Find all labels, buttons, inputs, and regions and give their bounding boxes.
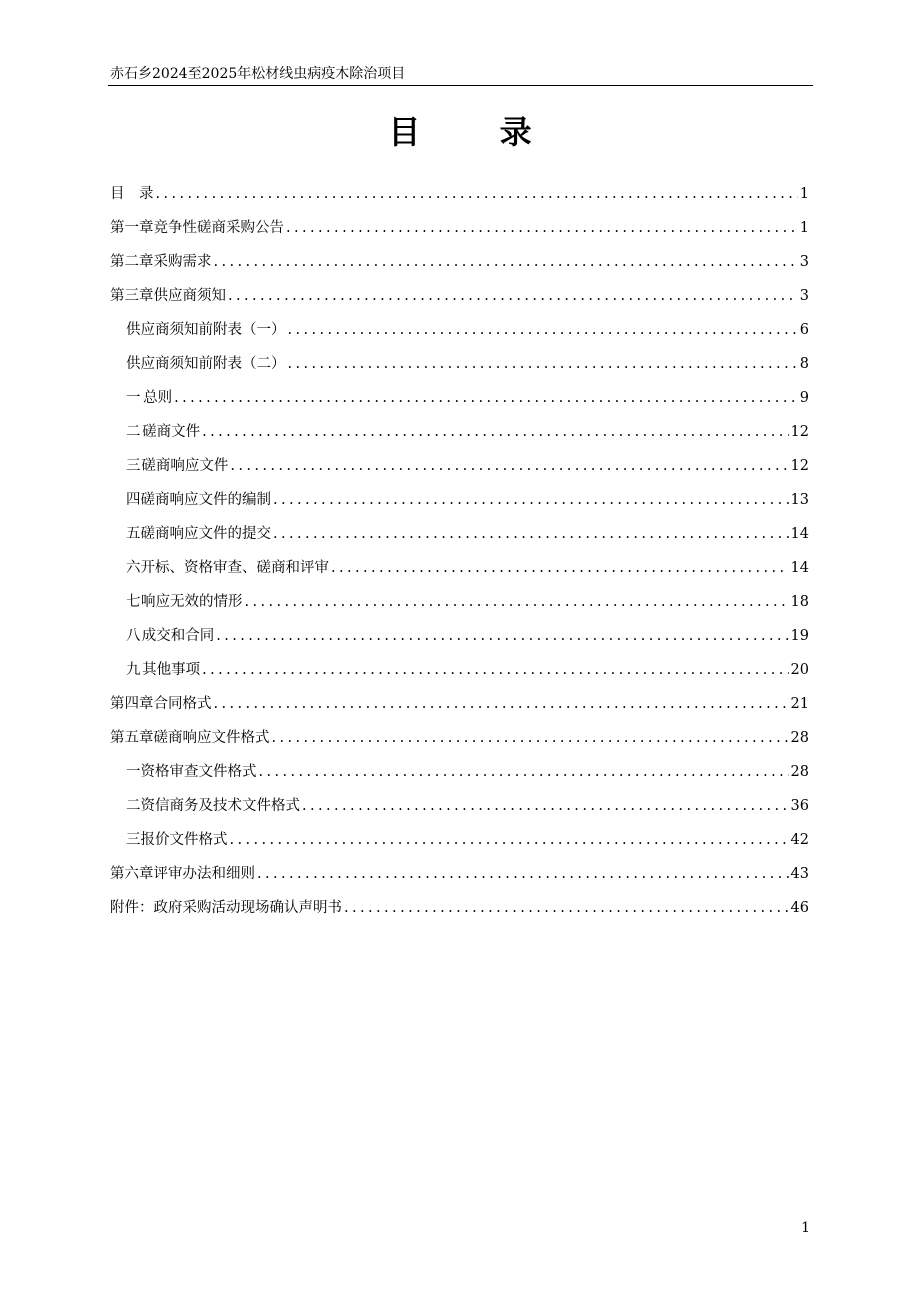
toc-entry[interactable]: [126, 659, 809, 681]
toc-entry-label: 开标、资格审查、磋商和评审: [140, 560, 329, 576]
toc-entry[interactable]: [110, 251, 809, 273]
toc-entry-page: 28: [790, 764, 809, 780]
toc-entry[interactable]: [110, 285, 809, 307]
toc-dot-leader: [156, 183, 798, 205]
toc-entry-label: 采购需求: [153, 254, 212, 270]
toc-entry-label: 资信商务及技术文件格式: [140, 798, 300, 814]
toc-entry-label: 磋商响应文件: [141, 458, 229, 474]
toc-dot-leader: [286, 217, 798, 239]
page-number: 1: [801, 1220, 810, 1236]
toc-entry-number: 六: [126, 560, 141, 576]
toc-entry-label: 竞争性磋商采购公告: [153, 220, 284, 236]
toc-entry-page: 46: [790, 900, 809, 916]
toc-entry-page: 28: [790, 730, 809, 746]
toc-entry[interactable]: [126, 557, 809, 579]
toc-dot-leader: [344, 897, 789, 919]
toc-entry[interactable]: [126, 591, 809, 613]
toc-entry[interactable]: [110, 217, 809, 239]
toc-entry[interactable]: [126, 421, 809, 443]
toc-dot-leader: [302, 795, 789, 817]
toc-entry-number: 七: [126, 594, 141, 610]
toc-dot-leader: [202, 421, 788, 443]
toc-entry[interactable]: [126, 795, 809, 817]
toc-dot-leader: [257, 863, 789, 885]
toc-entry-number: 四: [126, 492, 141, 508]
toc-dot-leader: [174, 387, 798, 409]
toc-dot-leader: [288, 319, 798, 341]
toc-entry-label: 磋商文件: [142, 424, 201, 440]
toc-dot-leader: [214, 693, 789, 715]
toc-entry-label: 资格审查文件格式: [140, 764, 257, 780]
toc-dot-leader: [331, 557, 789, 579]
toc-entry-label: 供应商须知: [153, 288, 226, 304]
toc-entry-number: 五: [126, 526, 141, 542]
toc-entry-number: 目 录: [110, 186, 154, 202]
toc-entry-page: 14: [790, 526, 809, 542]
toc-entry-number: 第六章: [110, 866, 154, 882]
toc-entry[interactable]: [110, 863, 809, 885]
toc-entry[interactable]: [126, 489, 809, 511]
toc-entry-number: 二: [126, 424, 141, 440]
toc-entry[interactable]: [126, 319, 809, 341]
toc-entry-page: 12: [790, 424, 809, 440]
toc-entry-number: 第四章: [110, 696, 154, 712]
toc-entry[interactable]: [126, 829, 809, 851]
toc-entry[interactable]: [110, 897, 809, 919]
toc-entry[interactable]: [110, 183, 809, 205]
toc-dot-leader: [244, 591, 788, 613]
toc-dot-leader: [202, 659, 788, 681]
toc-dot-leader: [273, 523, 789, 545]
toc-entry-page: 1: [799, 186, 809, 202]
toc-entry[interactable]: [110, 727, 809, 749]
toc-entry-label: 供应商须知前附表（一）: [126, 322, 286, 338]
toc-entry-number: 二: [126, 798, 141, 814]
toc-entry-label: 其他事项: [142, 662, 201, 678]
toc-entry-label: 政府采购活动现场确认声明书: [153, 900, 342, 916]
toc-entry-number: 九: [126, 662, 141, 678]
toc-entry-page: 8: [799, 356, 809, 372]
toc-entry-page: 21: [790, 696, 809, 712]
toc-entry-page: 6: [799, 322, 809, 338]
toc-entry[interactable]: [126, 455, 809, 477]
toc-entry-number: 第一章: [110, 220, 154, 236]
toc-entry-page: 9: [799, 390, 809, 406]
toc-entry-page: 18: [790, 594, 809, 610]
toc-entry-number: 第三章: [110, 288, 154, 304]
toc-entry-label: 磋商响应文件的编制: [140, 492, 271, 508]
toc-dot-leader: [214, 251, 798, 273]
toc-entry-page: 14: [790, 560, 809, 576]
toc-entry-number: 三: [126, 832, 141, 848]
toc-dot-leader: [230, 455, 788, 477]
toc-entry-page: 19: [790, 628, 809, 644]
toc-dot-leader: [259, 761, 789, 783]
toc-dot-leader: [288, 353, 798, 375]
toc-entry-number: 八: [126, 628, 141, 644]
running-header: 赤石乡2024至2025年松材线虫病疫木除治项目: [110, 66, 406, 82]
toc-entry-page: 12: [790, 458, 809, 474]
toc-entry-label: 供应商须知前附表（二）: [126, 356, 286, 372]
toc-entry-number: 一: [126, 764, 141, 780]
toc-entry-number: 第二章: [110, 254, 154, 270]
toc-entry-page: 36: [790, 798, 809, 814]
toc-entry-label: 总则: [143, 390, 173, 406]
toc-entry-number: 三: [126, 458, 141, 474]
toc-entry-number: 附件：: [110, 900, 154, 916]
toc-entry-page: 3: [799, 288, 809, 304]
toc-entry-page: 43: [790, 866, 809, 882]
toc-entry-label: 响应无效的情形: [140, 594, 243, 610]
toc-entry-page: 13: [790, 492, 809, 508]
toc-entry-page: 42: [790, 832, 809, 848]
toc-entry-page: 1: [799, 220, 809, 236]
toc-entry-label: 合同格式: [153, 696, 212, 712]
toc-entry-label: 成交和合同: [141, 628, 215, 644]
toc-entry-page: 20: [790, 662, 809, 678]
toc-dot-leader: [273, 489, 789, 511]
toc-entry-label: 磋商响应文件的提交: [140, 526, 271, 542]
toc-title: 目 录: [388, 113, 566, 151]
toc-entry-page: 3: [799, 254, 809, 270]
toc-dot-leader: [230, 829, 789, 851]
toc-dot-leader: [228, 285, 798, 307]
toc-entry[interactable]: [110, 693, 809, 715]
toc-entry[interactable]: [126, 387, 809, 409]
toc-entry[interactable]: [126, 761, 809, 783]
toc-entry[interactable]: [126, 625, 809, 647]
toc-entry[interactable]: [126, 353, 809, 375]
toc-entry[interactable]: [126, 523, 809, 545]
toc-entry-label: 磋商响应文件格式: [153, 730, 270, 746]
toc-dot-leader: [216, 625, 788, 647]
toc-entry-label: 报价文件格式: [140, 832, 228, 848]
toc-entry-label: 评审办法和细则: [153, 866, 255, 882]
toc-entry-number: 第五章: [110, 730, 154, 746]
toc-entry-number: 一: [126, 390, 141, 406]
toc-dot-leader: [272, 727, 789, 749]
